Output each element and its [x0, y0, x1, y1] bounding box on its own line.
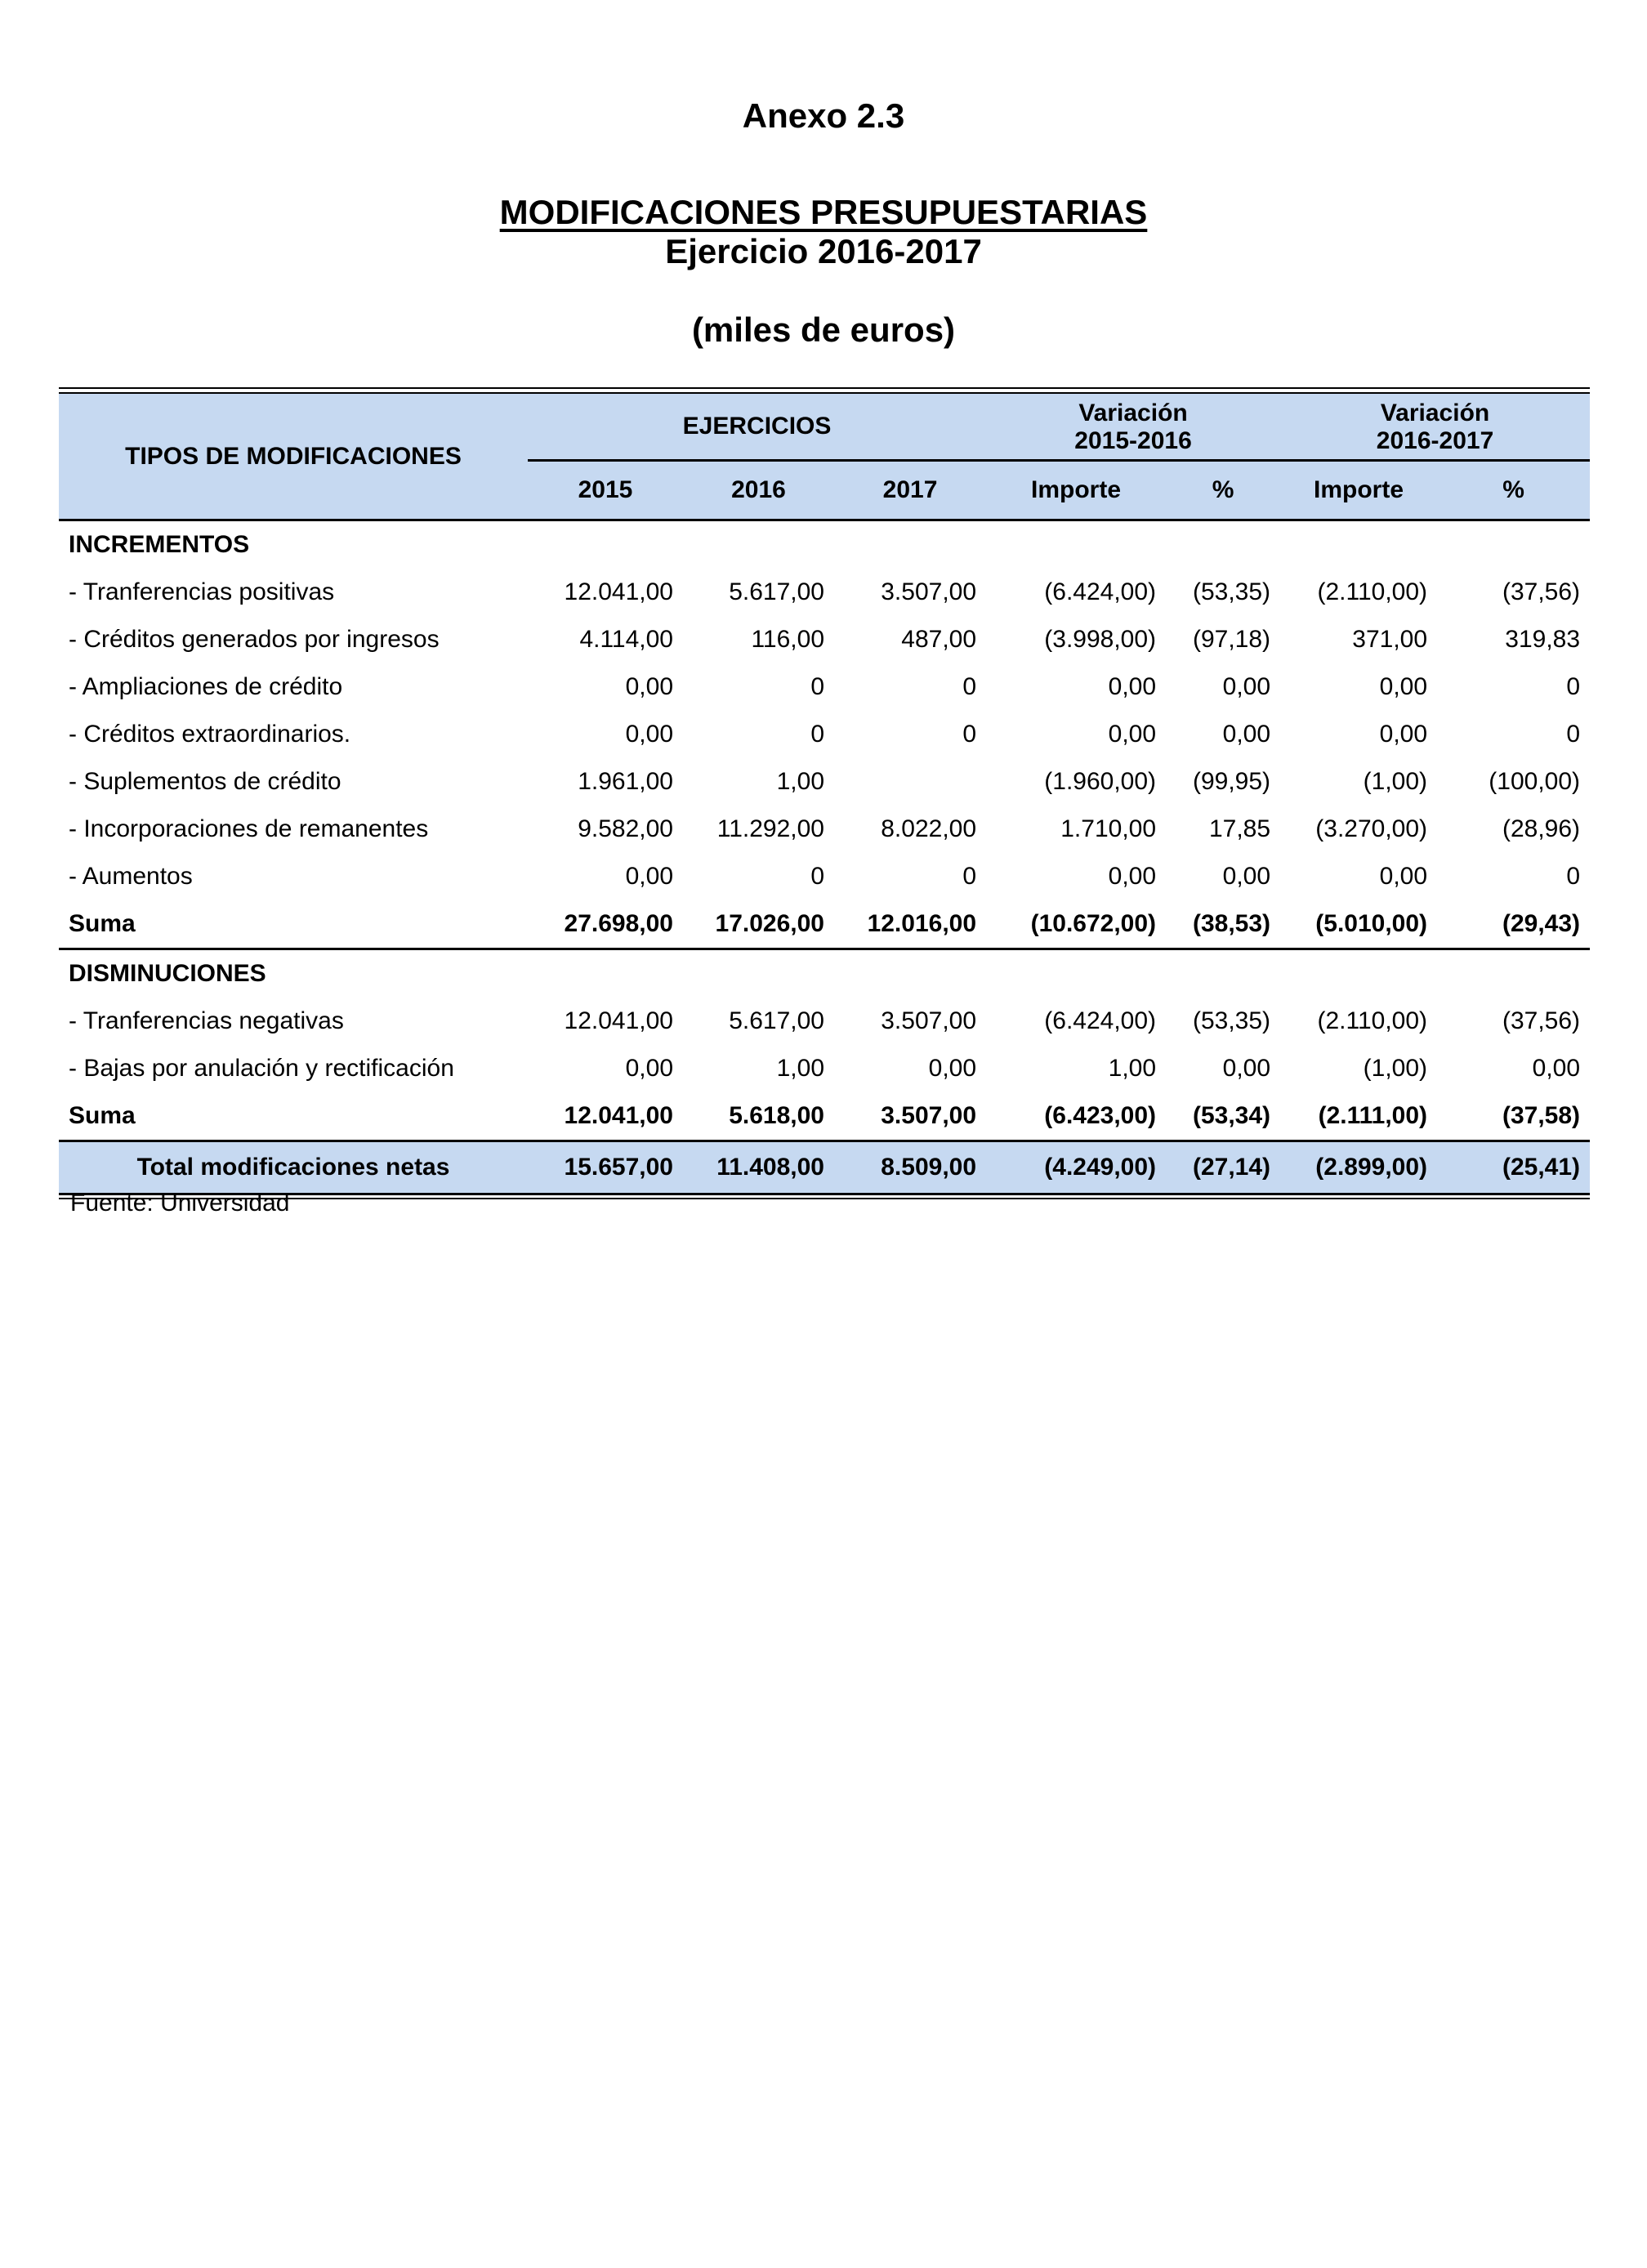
- table-top-rule: [59, 387, 1590, 394]
- cell-value: 0: [810, 721, 824, 748]
- cell-value: 8.509,00: [834, 1141, 986, 1194]
- cell-value: (37,58): [1437, 1092, 1590, 1141]
- table-row: [59, 853, 1590, 900]
- cell-value: 0,00: [1379, 673, 1428, 700]
- cell-value: 0: [1566, 863, 1581, 890]
- row-label: - Créditos extraordinarios.: [69, 721, 351, 748]
- cell-value: 17,85: [1208, 815, 1271, 842]
- row-label: - Créditos generados por ingresos: [69, 626, 440, 653]
- cell-value: (38,53): [1166, 900, 1280, 949]
- header-variacion-1-line2: 2015-2016: [1074, 427, 1192, 454]
- cell-value: 371,00: [1352, 626, 1428, 653]
- table-row: [59, 711, 1590, 758]
- cell-value: (37,56): [1502, 578, 1581, 605]
- cell-value: (2.110,00): [1317, 1007, 1428, 1034]
- cell-value: (37,56): [1502, 1007, 1581, 1034]
- header-percent-2: %: [1437, 461, 1590, 520]
- cell-value: 1.710,00: [1060, 815, 1157, 842]
- cell-value: (53,34): [1166, 1092, 1280, 1141]
- cell-value: 0,00: [1222, 673, 1271, 700]
- header-variacion-2-line1: Variación: [1380, 400, 1490, 426]
- page-subtitle: Ejercicio 2016-2017: [665, 232, 982, 270]
- cell-value: 5.618,00: [683, 1092, 834, 1141]
- cell-value: (6.423,00): [986, 1092, 1166, 1141]
- section-row-incrementos: [59, 520, 1590, 569]
- cell-value: 0: [1566, 721, 1581, 748]
- cell-value: 3.507,00: [881, 578, 977, 605]
- row-label: - Incorporaciones de remanentes: [69, 815, 429, 842]
- cell-value: (10.672,00): [986, 900, 1166, 949]
- cell-value: (5.010,00): [1280, 900, 1437, 949]
- row-label: - Bajas por anulación y rectificación: [69, 1055, 454, 1082]
- cell-value: (6.424,00): [1044, 578, 1157, 605]
- cell-value: (53,35): [1192, 578, 1271, 605]
- row-label: - Tranferencias negativas: [69, 1007, 344, 1034]
- cell-value: 3.507,00: [834, 1092, 986, 1141]
- sum-row: [59, 900, 1590, 949]
- cell-value: 0,00: [1222, 721, 1271, 748]
- cell-value: 0: [962, 721, 977, 748]
- table-row: [59, 663, 1590, 711]
- table-row: [59, 569, 1590, 616]
- cell-value: [834, 758, 986, 806]
- cell-value: (3.998,00): [1044, 626, 1157, 653]
- cell-value: (6.424,00): [1044, 1007, 1157, 1034]
- section-row-disminuciones: [59, 949, 1590, 998]
- cell-value: 0,00: [1379, 863, 1428, 890]
- header-variacion-2016-2017: [1280, 394, 1590, 461]
- cell-value: 0,00: [1222, 1055, 1271, 1082]
- page-title: MODIFICACIONES PRESUPUESTARIAS: [499, 193, 1148, 231]
- section-title: INCREMENTOS: [69, 531, 250, 558]
- cell-value: 17.026,00: [683, 900, 834, 949]
- cell-value: (1,00): [1363, 768, 1428, 795]
- cell-value: 1,00: [1108, 1055, 1157, 1082]
- header-tipos: TIPOS DE MODIFICACIONES: [59, 394, 528, 520]
- total-row: [59, 1141, 1590, 1194]
- cell-value: 1,00: [776, 1055, 824, 1082]
- cell-value: (3.270,00): [1315, 815, 1428, 842]
- cell-value: 0,00: [1532, 1055, 1581, 1082]
- cell-value: 3.507,00: [881, 1007, 977, 1034]
- section-title: DISMINUCIONES: [69, 960, 266, 987]
- cell-value: (28,96): [1502, 815, 1581, 842]
- cell-value: 0: [962, 863, 977, 890]
- cell-value: 0,00: [625, 1055, 673, 1082]
- cell-value: 15.657,00: [528, 1141, 683, 1194]
- header-variacion-2015-2016: [986, 394, 1280, 461]
- cell-value: (2.110,00): [1317, 578, 1428, 605]
- table-row: [59, 758, 1590, 806]
- header-2017: 2017: [834, 461, 986, 520]
- cell-value: 8.022,00: [881, 815, 977, 842]
- units-label: (miles de euros): [691, 310, 956, 349]
- header-2015: 2015: [528, 461, 683, 520]
- row-label: Suma: [59, 900, 528, 949]
- cell-value: 0,00: [1222, 863, 1271, 890]
- table-row: [59, 998, 1590, 1045]
- cell-value: 0,00: [1379, 721, 1428, 748]
- cell-value: 5.617,00: [729, 1007, 824, 1034]
- cell-value: (97,18): [1192, 626, 1271, 653]
- cell-value: (27,14): [1166, 1141, 1280, 1194]
- cell-value: 27.698,00: [528, 900, 683, 949]
- row-label: - Aumentos: [69, 863, 193, 890]
- cell-value: (1,00): [1363, 1055, 1428, 1082]
- table-row: [59, 1045, 1590, 1092]
- header-variacion-2-line2: 2016-2017: [1376, 427, 1494, 454]
- row-label: - Suplementos de crédito: [69, 768, 341, 795]
- header-variacion-1-line1: Variación: [1078, 400, 1188, 426]
- cell-value: (1.960,00): [1044, 768, 1157, 795]
- cell-value: 0,00: [625, 721, 673, 748]
- cell-value: 0,00: [1108, 673, 1157, 700]
- cell-value: 319,83: [1505, 626, 1581, 653]
- cell-value: (2.899,00): [1280, 1141, 1437, 1194]
- table-row: [59, 616, 1590, 663]
- cell-value: 0,00: [625, 673, 673, 700]
- cell-value: (99,95): [1192, 768, 1271, 795]
- cell-value: 11.408,00: [683, 1141, 834, 1194]
- row-label: - Ampliaciones de crédito: [69, 673, 343, 700]
- cell-value: 12.041,00: [528, 1092, 683, 1141]
- cell-value: 4.114,00: [579, 626, 673, 653]
- cell-value: 0: [962, 673, 977, 700]
- table-row: [59, 806, 1590, 853]
- cell-value: (25,41): [1437, 1141, 1590, 1194]
- cell-value: (2.111,00): [1280, 1092, 1437, 1141]
- table-body: [59, 520, 1590, 1194]
- cell-value: 12.016,00: [834, 900, 986, 949]
- row-label: - Tranferencias positivas: [69, 578, 335, 605]
- cell-value: 116,00: [751, 626, 824, 653]
- row-label: Suma: [59, 1092, 528, 1141]
- cell-value: 0,00: [1108, 863, 1157, 890]
- cell-value: 11.292,00: [716, 815, 824, 842]
- header-percent-1: %: [1166, 461, 1280, 520]
- cell-value: (29,43): [1437, 900, 1590, 949]
- cell-value: 1,00: [776, 768, 824, 795]
- cell-value: (4.249,00): [986, 1141, 1166, 1194]
- cell-value: 12.041,00: [564, 578, 673, 605]
- cell-value: 0,00: [625, 863, 673, 890]
- cell-value: 0: [1566, 673, 1581, 700]
- header-ejercicios: EJERCICIOS: [528, 394, 986, 461]
- cell-value: 0: [810, 863, 824, 890]
- header-2016: 2016: [683, 461, 834, 520]
- cell-value: 9.582,00: [578, 815, 673, 842]
- cell-value: 0,00: [1108, 721, 1157, 748]
- row-label: Total modificaciones netas: [59, 1141, 528, 1194]
- cell-value: 0,00: [928, 1055, 977, 1082]
- budget-modifications-table: [59, 387, 1590, 1199]
- header-importe-1: Importe: [986, 461, 1166, 520]
- cell-value: 0: [810, 673, 824, 700]
- annex-label: Anexo 2.3: [742, 96, 905, 135]
- cell-value: 487,00: [901, 626, 977, 653]
- sum-row: [59, 1092, 1590, 1141]
- source-note: Fuente: Universidad: [70, 1190, 290, 1217]
- cell-value: 1.961,00: [578, 768, 673, 795]
- header-importe-2: Importe: [1280, 461, 1437, 520]
- cell-value: (53,35): [1192, 1007, 1271, 1034]
- cell-value: 12.041,00: [564, 1007, 673, 1034]
- cell-value: 5.617,00: [729, 578, 824, 605]
- cell-value: (100,00): [1489, 768, 1581, 795]
